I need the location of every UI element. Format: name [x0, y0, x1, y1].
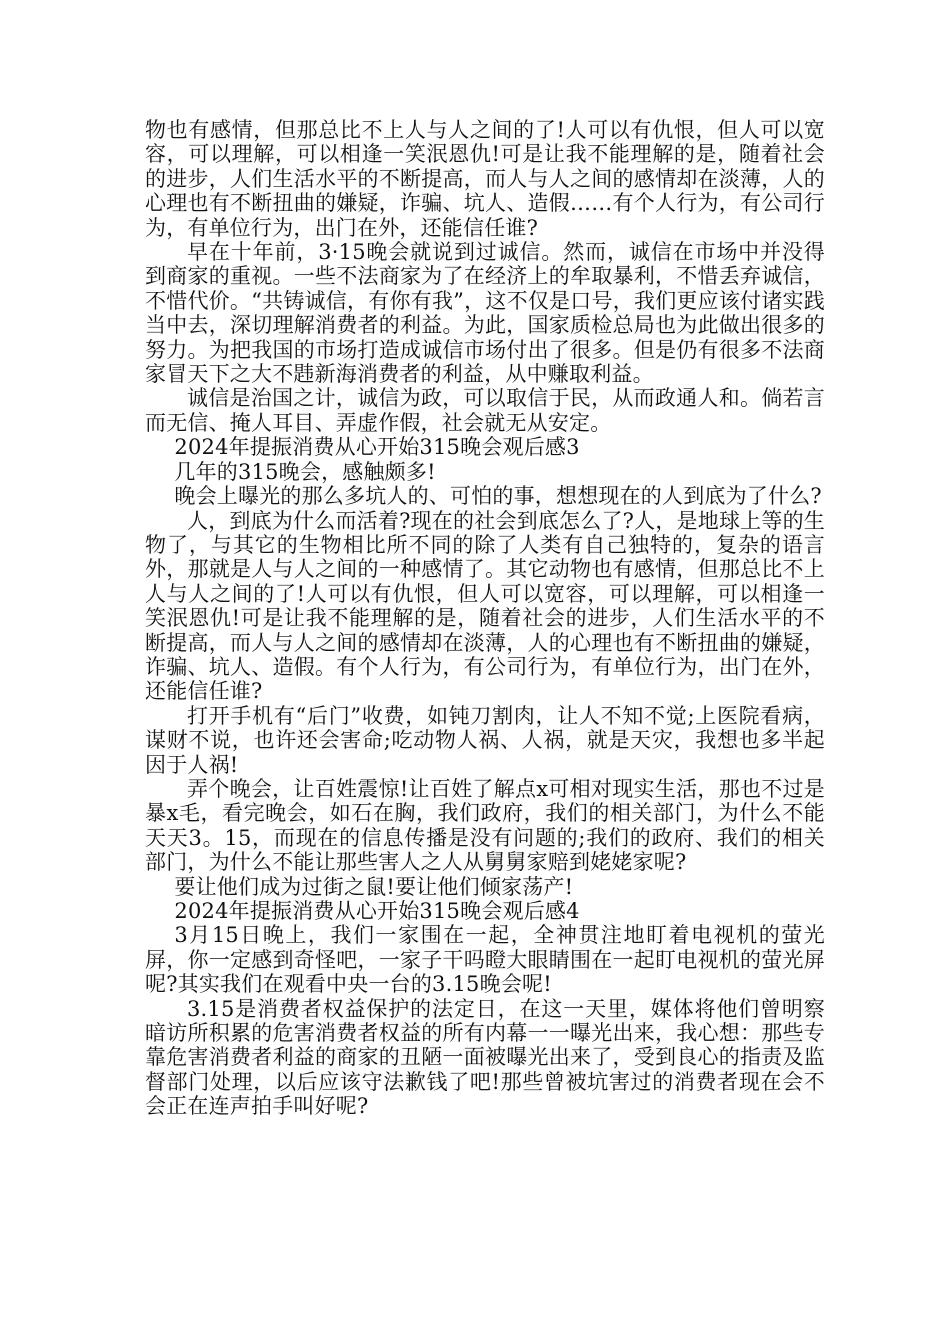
- paragraph-10: 要让他们成为过街之鼠!要让他们倾家荡产!: [174, 874, 574, 899]
- paragraph-2: 早在十年前，3·15晚会就说到过诚信。然而，诚信在市场中并没得到商家的重视。一些不法商家为了在经济上的牟取暴利，不惜丢弃诚信，不惜代价。“共铸诚信，有你有我”，这不仅是口号，我们更应该付诸实践当中去，深切理解消费者的利益。为此，国家质检总局也为此做出很多的努力。为把我国的市场打造成诚信市场付出了很多。但是仍有很多不法商家冒天下之大不韪新海消费者的利益，从中赚取利益。: [145, 240, 825, 387]
- paragraph-13: 3.15是消费者权益保护的法定日，在这一天里，媒体将他们曾明察暗访所积累的危害消费者权益的所有内幕一一曝光出来，我心想：那些专靠危害消费者利益的商家的丑陋一面被曝光出来了，受到良心的指责及监督部门处理，以后应该守法歉钱了吧!那些曾被坑害过的消费者现在会不会正在连声拍手叫好呢?: [145, 996, 825, 1119]
- paragraph-9: 弄个晚会，让百姓震惊!让百姓了解点x可相对现实生活，那也不过是暴x毛，看完晚会，如石在胸，我们政府，我们的相关部门，为什么不能天天3。15，而现在的信息传播是没有问题的;我们的政府、我们的相关部门，为什么不能让那些害人之人从舅舅家赔到姥姥家呢?: [145, 776, 825, 875]
- paragraph-12: 3月15日晚上，我们一家围在一起，全神贯注地盯着电视机的萤光屏，你一定感到奇怪吧，一家子干吗瞪大眼睛围在一起盯电视机的萤光屏呢?其实我们在观看中央一台的3.15晚会呢!: [145, 923, 825, 997]
- document-body: [145, 118, 825, 1119]
- paragraph-7: 人，到底为什么而活着?现在的社会到底怎么了?人，是地球上等的生物了，与其它的生物相比所不同的除了人类有自己独特的，复杂的语言外，那就是人与人之间的一种感情了。其它动物也有感情，但那总比不上人与人之间的了!人可以有仇恨，但人可以宽容，可以理解，可以相逢一笑泯恩仇!可是让我不能理解的是，随着社会的进步，人们生活水平的不断提高，而人与人之间的感情却在淡薄，人的心理也有不断扭曲的嫌疑，诈骗、坑人、造假。有个人行为，有公司行为，有单位行为，出门在外，还能信任谁?: [145, 508, 825, 704]
- paragraph-8: 打开手机有“后门”收费，如钝刀割肉，让人不知不觉;上医院看病，谋财不说，也许还会害命;吃动物人祸、人祸，就是天灾，我想也多半起因于人祸!: [145, 703, 825, 777]
- section-heading-3: 2024年提振消费从心开始315晚会观后感3: [174, 435, 580, 460]
- section-heading-4: 2024年提振消费从心开始315晚会观后感4: [174, 899, 580, 923]
- paragraph-5: 几年的315晚会，感触颇多!: [174, 459, 436, 484]
- paragraph-3: 诚信是治国之计，诚信为政，可以取信于民，从而政通人和。倘若言而无信、掩人耳目、弄虚作假，社会就无从安定。: [145, 386, 825, 435]
- paragraph-1: 物也有感情，但那总比不上人与人之间的了!人可以有仇恨，但人可以宽容，可以理解，可以相逢一笑泯恩仇!可是让我不能理解的是，随着社会的进步，人们生活水平的不断提高，而人与人之间的感情却在淡薄，人的心理也有不断扭曲的嫌疑，诈骗、坑人、造假……有个人行为，有公司行为，有单位行为，出门在外，还能信任谁?: [145, 118, 825, 240]
- paragraph-6: 晚会上曝光的那么多坑人的、可怕的事，想想现在的人到底为了什么?: [174, 484, 822, 509]
